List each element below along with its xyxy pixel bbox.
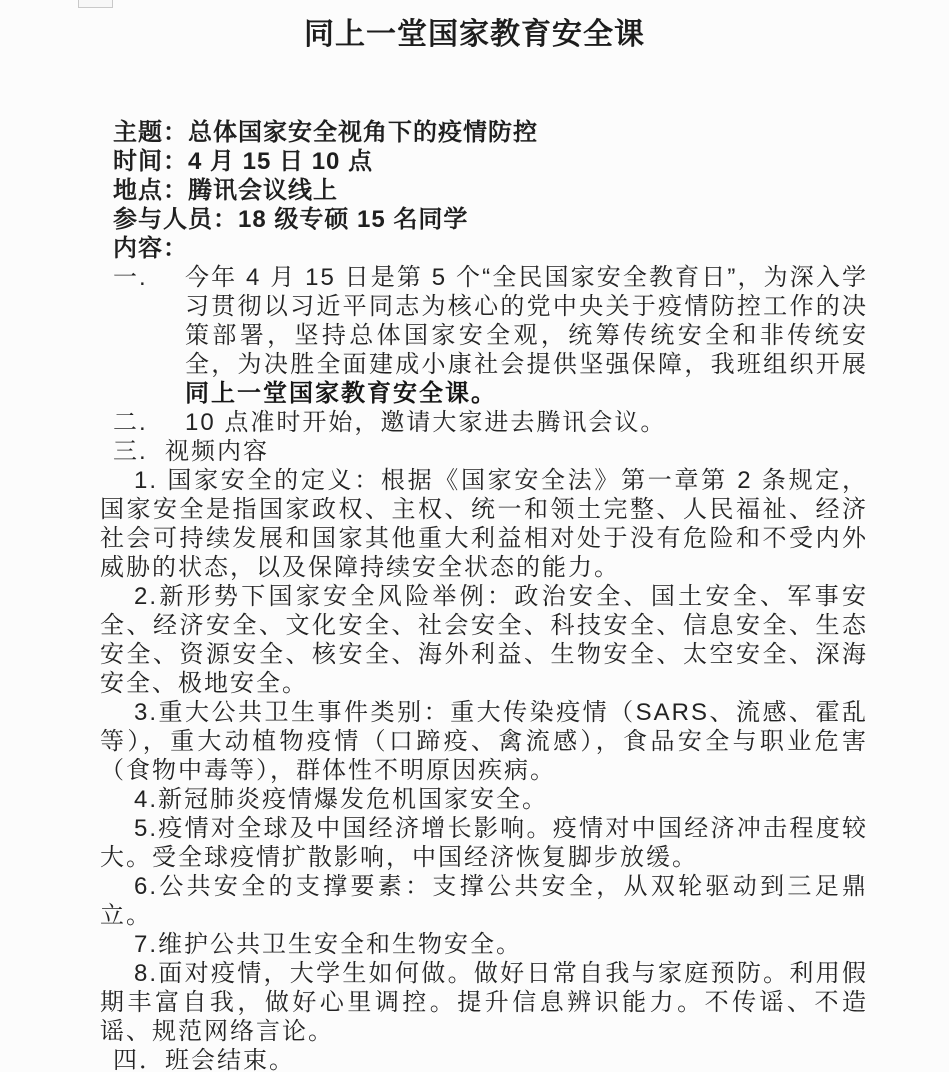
video-point-2: 2.新形势下国家安全风险举例：政治安全、国土安全、军事安全、经济安全、文化安全、社会安全、科技安全、信息安全、生态安全、资源安全、核安全、海外利益、生物安全、太空安全、深海安全、极地安全。 xyxy=(100,583,868,697)
video-point-5: 5.疫情对全球及中国经济增长影响。疫情对中国经济冲击程度较大。受全球疫情扩散影响，中国经济恢复脚步放缓。 xyxy=(100,815,868,871)
video-point-7: 7.维护公共卫生安全和生物安全。 xyxy=(134,931,523,958)
outline-text: 班会结束。 xyxy=(165,1047,295,1072)
meta-line-place xyxy=(113,176,868,205)
meta-label: 时间： xyxy=(113,148,188,175)
meta-label: 主题： xyxy=(113,119,188,146)
meta-value: 腾讯会议线上 xyxy=(188,177,338,204)
video-point-3: 3.重大公共卫生事件类别：重大传染疫情（SARS、流感、霍乱等），重大动植物疫情（口蹄疫、禽流感），食品安全与职业危害（食物中毒等），群体性不明原因疾病。 xyxy=(100,699,868,784)
meta-value: 18 级专硕 15 名同学 xyxy=(238,206,469,233)
meta-line-topic xyxy=(113,118,868,147)
outline-text: 视频内容 xyxy=(165,438,269,465)
outline-item-2 xyxy=(113,408,868,437)
meta-label: 参与人员： xyxy=(113,206,238,233)
meta-line-content xyxy=(113,234,868,263)
outline-marker: 一. xyxy=(113,264,148,291)
video-point-6: 6.公共安全的支撑要素：支撑公共安全，从双轮驱动到三足鼎立。 xyxy=(100,873,868,929)
meta-value: 4 月 15 日 10 点 xyxy=(188,148,374,175)
meta-line-participants xyxy=(113,205,868,234)
outline-text: 10 点准时开始，邀请大家进去腾讯会议。 xyxy=(185,409,667,436)
outline-marker: 四． xyxy=(113,1047,165,1072)
meta-label: 内容： xyxy=(113,235,188,262)
outline-item-1 xyxy=(113,263,868,408)
outline-item-1-body: 今年 4 月 15 日是第 5 个“全民国家安全教育日”，为深入学习贯彻以习近平同志为核心的党中央关于疫情防控工作的决策部署，坚持总体国家安全观，统筹传统安全和非传统安全，为决胜全面建成小康社会提供坚强保障，我班组织开展 xyxy=(185,264,868,378)
document-title: 同上一堂国家教育安全课 xyxy=(304,18,645,51)
outline-item-3 xyxy=(113,437,868,466)
scan-edge-artifact xyxy=(78,0,113,8)
outline-marker: 三. xyxy=(113,438,148,465)
meta-block xyxy=(113,118,868,263)
document-body xyxy=(100,118,868,1072)
video-point-4: 4.新冠肺炎疫情爆发危机国家安全。 xyxy=(134,786,549,813)
meta-line-time xyxy=(113,147,868,176)
course-name-bold: 同上一堂国家教育安全课。 xyxy=(185,380,497,407)
video-point-8: 8.面对疫情，大学生如何做。做好日常自我与家庭预防。利用假期丰富自我，做好心里调控。提升信息辨识能力。不传谣、不造谣、规范网络言论。 xyxy=(100,960,868,1045)
outline-text xyxy=(185,263,868,408)
video-point-1: 1. 国家安全的定义：根据《国家安全法》第一章第 2 条规定，国家安全是指国家政权、主权、统一和领土完整、人民福祉、经济社会可持续发展和国家其他重大利益相对处于没有危险和不受内外威胁的状态，以及保障持续安全状态的能力。 xyxy=(100,467,868,581)
meta-label: 地点： xyxy=(113,177,188,204)
meta-value: 总体国家安全视角下的疫情防控 xyxy=(188,119,538,146)
outline-marker: 二. xyxy=(113,409,148,436)
outline-item-4 xyxy=(113,1046,868,1072)
